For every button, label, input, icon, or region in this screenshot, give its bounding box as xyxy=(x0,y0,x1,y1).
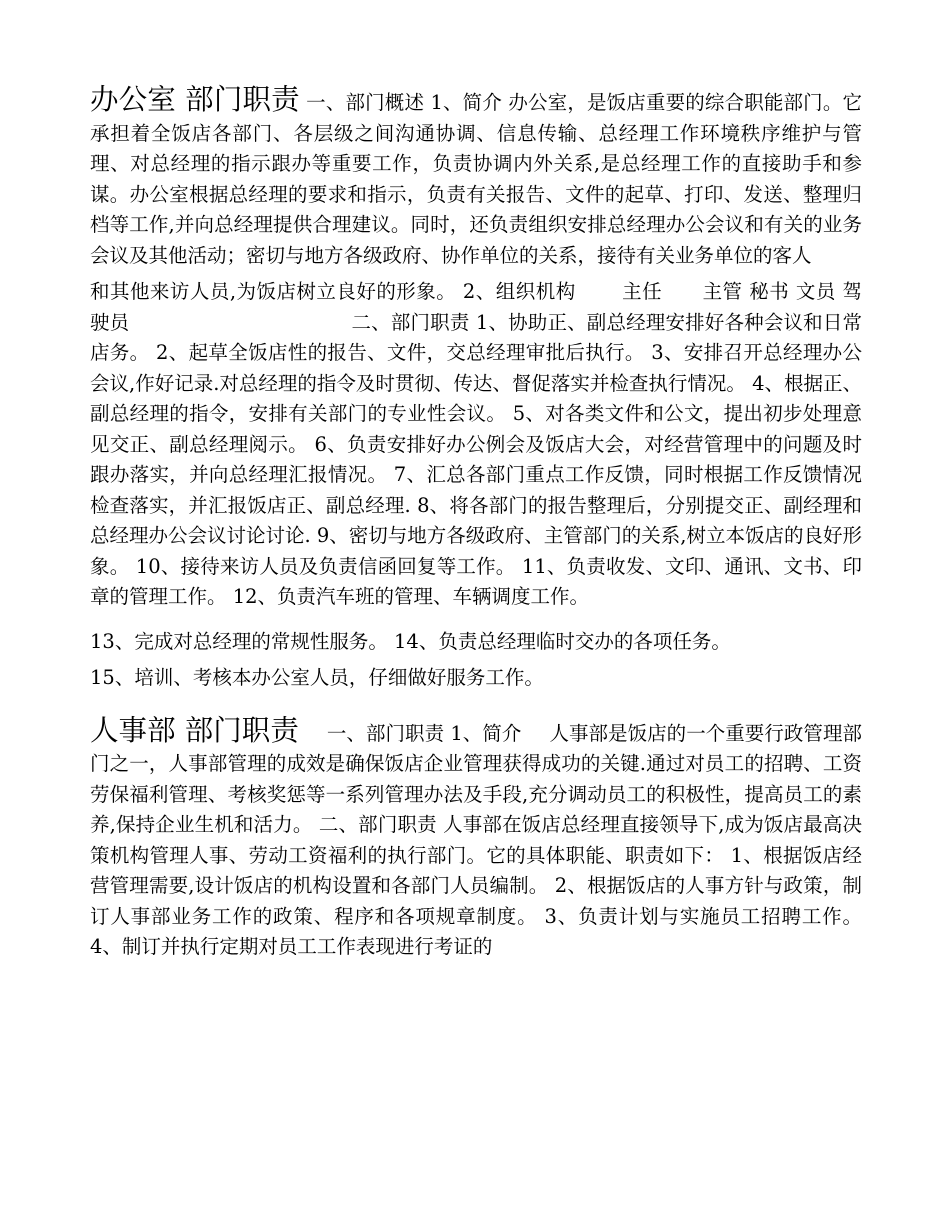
office-org-paragraph xyxy=(90,277,862,613)
office-intro-paragraph xyxy=(90,85,862,271)
document-page xyxy=(90,85,862,963)
hr-section-title: 人事部 部门职责 xyxy=(90,713,299,747)
office-duties-15: 15、培训、考核本办公室人员，仔细做好服务工作。 xyxy=(90,666,544,689)
hr-intro-paragraph xyxy=(90,713,862,963)
org-director: 主任 xyxy=(621,280,663,303)
office-duties-text: 二、部门职责 1、协助正、副总经理安排好各种会议和日常店务。 2、起草全饭店性的报告、文件，交总经理审批后执行。 3、安排召开总经理办公会议,作好记录.对总经理的指令及时贯彻、传达、督促落实并检查执行情况。 4、根据正、副总经理的指令，安排有关部门的专业性会议。 5、对各类文件和公文，提出初步处理意见交正、副总经理阅示。 6、负责安排好办公例会及饭店大会，对经营管理中的问题及时跟办落实，并向总经理汇报情况。 7、汇总各部门重点工作反馈，同时根据工作反馈情况检查落实，并汇报饭店正、副总经理. 8、将各部门的报告整理后，分别提交正、副经理和总经理办公会议讨论讨论. 9、密切与地方各级政府、主管部门的关系,树立本饭店的良好形象。 10、接待来访人员及负责信函回复等工作。 11、负责收发、文印、通讯、文书、印章的管理工作。 12、负责汽车班的管理、车辆调度工作。 xyxy=(90,310,863,608)
office-org-lead: 和其他来访人员,为饭店树立良好的形象。 2、组织机构 xyxy=(90,280,576,303)
office-section-title: 办公室 部门职责 xyxy=(90,83,300,116)
org-staff: 秘书 文员 驾驶员 xyxy=(90,280,862,334)
hr-overview-head: 一、部门职责 1、简介 xyxy=(326,721,522,745)
office-duties-13-14: 13、完成对总经理的常规性服务。 14、负责总经理临时交办的各项任务。 xyxy=(90,629,731,653)
org-supervisor: 主管 xyxy=(702,280,743,303)
hr-overview-text: 人事部是饭店的一个重要行政管理部门之一，人事部管理的成效是确保饭店企业管理获得成功的关键.通过对员工的招聘、工资劳保福利管理、考核奖惩等一系列管理办法及手段,充分调动员工的积极性，提高员工的素养,保持企业生机和活力。 二、部门职责 人事部在饭店总经理直接领导下,成为饭店最高决策机构管理人事、劳动工资福利的执行部门。它的具体职能、职责如下： 1、根据饭店经营管理需要,设计饭店的机构设置和各部门人员编制。 2、根据饭店的人事方针与政策，制订人事部业务工作的政策、程序和各项规章制度。 3、负责计划与实施员工招聘工作。 4、制订并执行定期对员工工作表现进行考证的 xyxy=(90,721,862,958)
office-overview-text: 一、部门概述 1、简介 办公室，是饭店重要的综合职能部门。它承担着全饭店各部门、各层级之间沟通协调、信息传输、总经理工作环境秩序维护与管理、对总经理的指示跟办等重要工作，负责协调内外关系,是总经理工作的直接助手和参谋。办公室根据总经理的要求和指示，负责有关报告、文件的起草、打印、发送、整理归档等工作,并向总经理提供合理建议。同时，还负责组织安排总经理办公会议和有关的业务会议及其他活动；密切与地方各级政府、协作单位的关系，接待有关业务单位的客人 xyxy=(90,91,862,267)
